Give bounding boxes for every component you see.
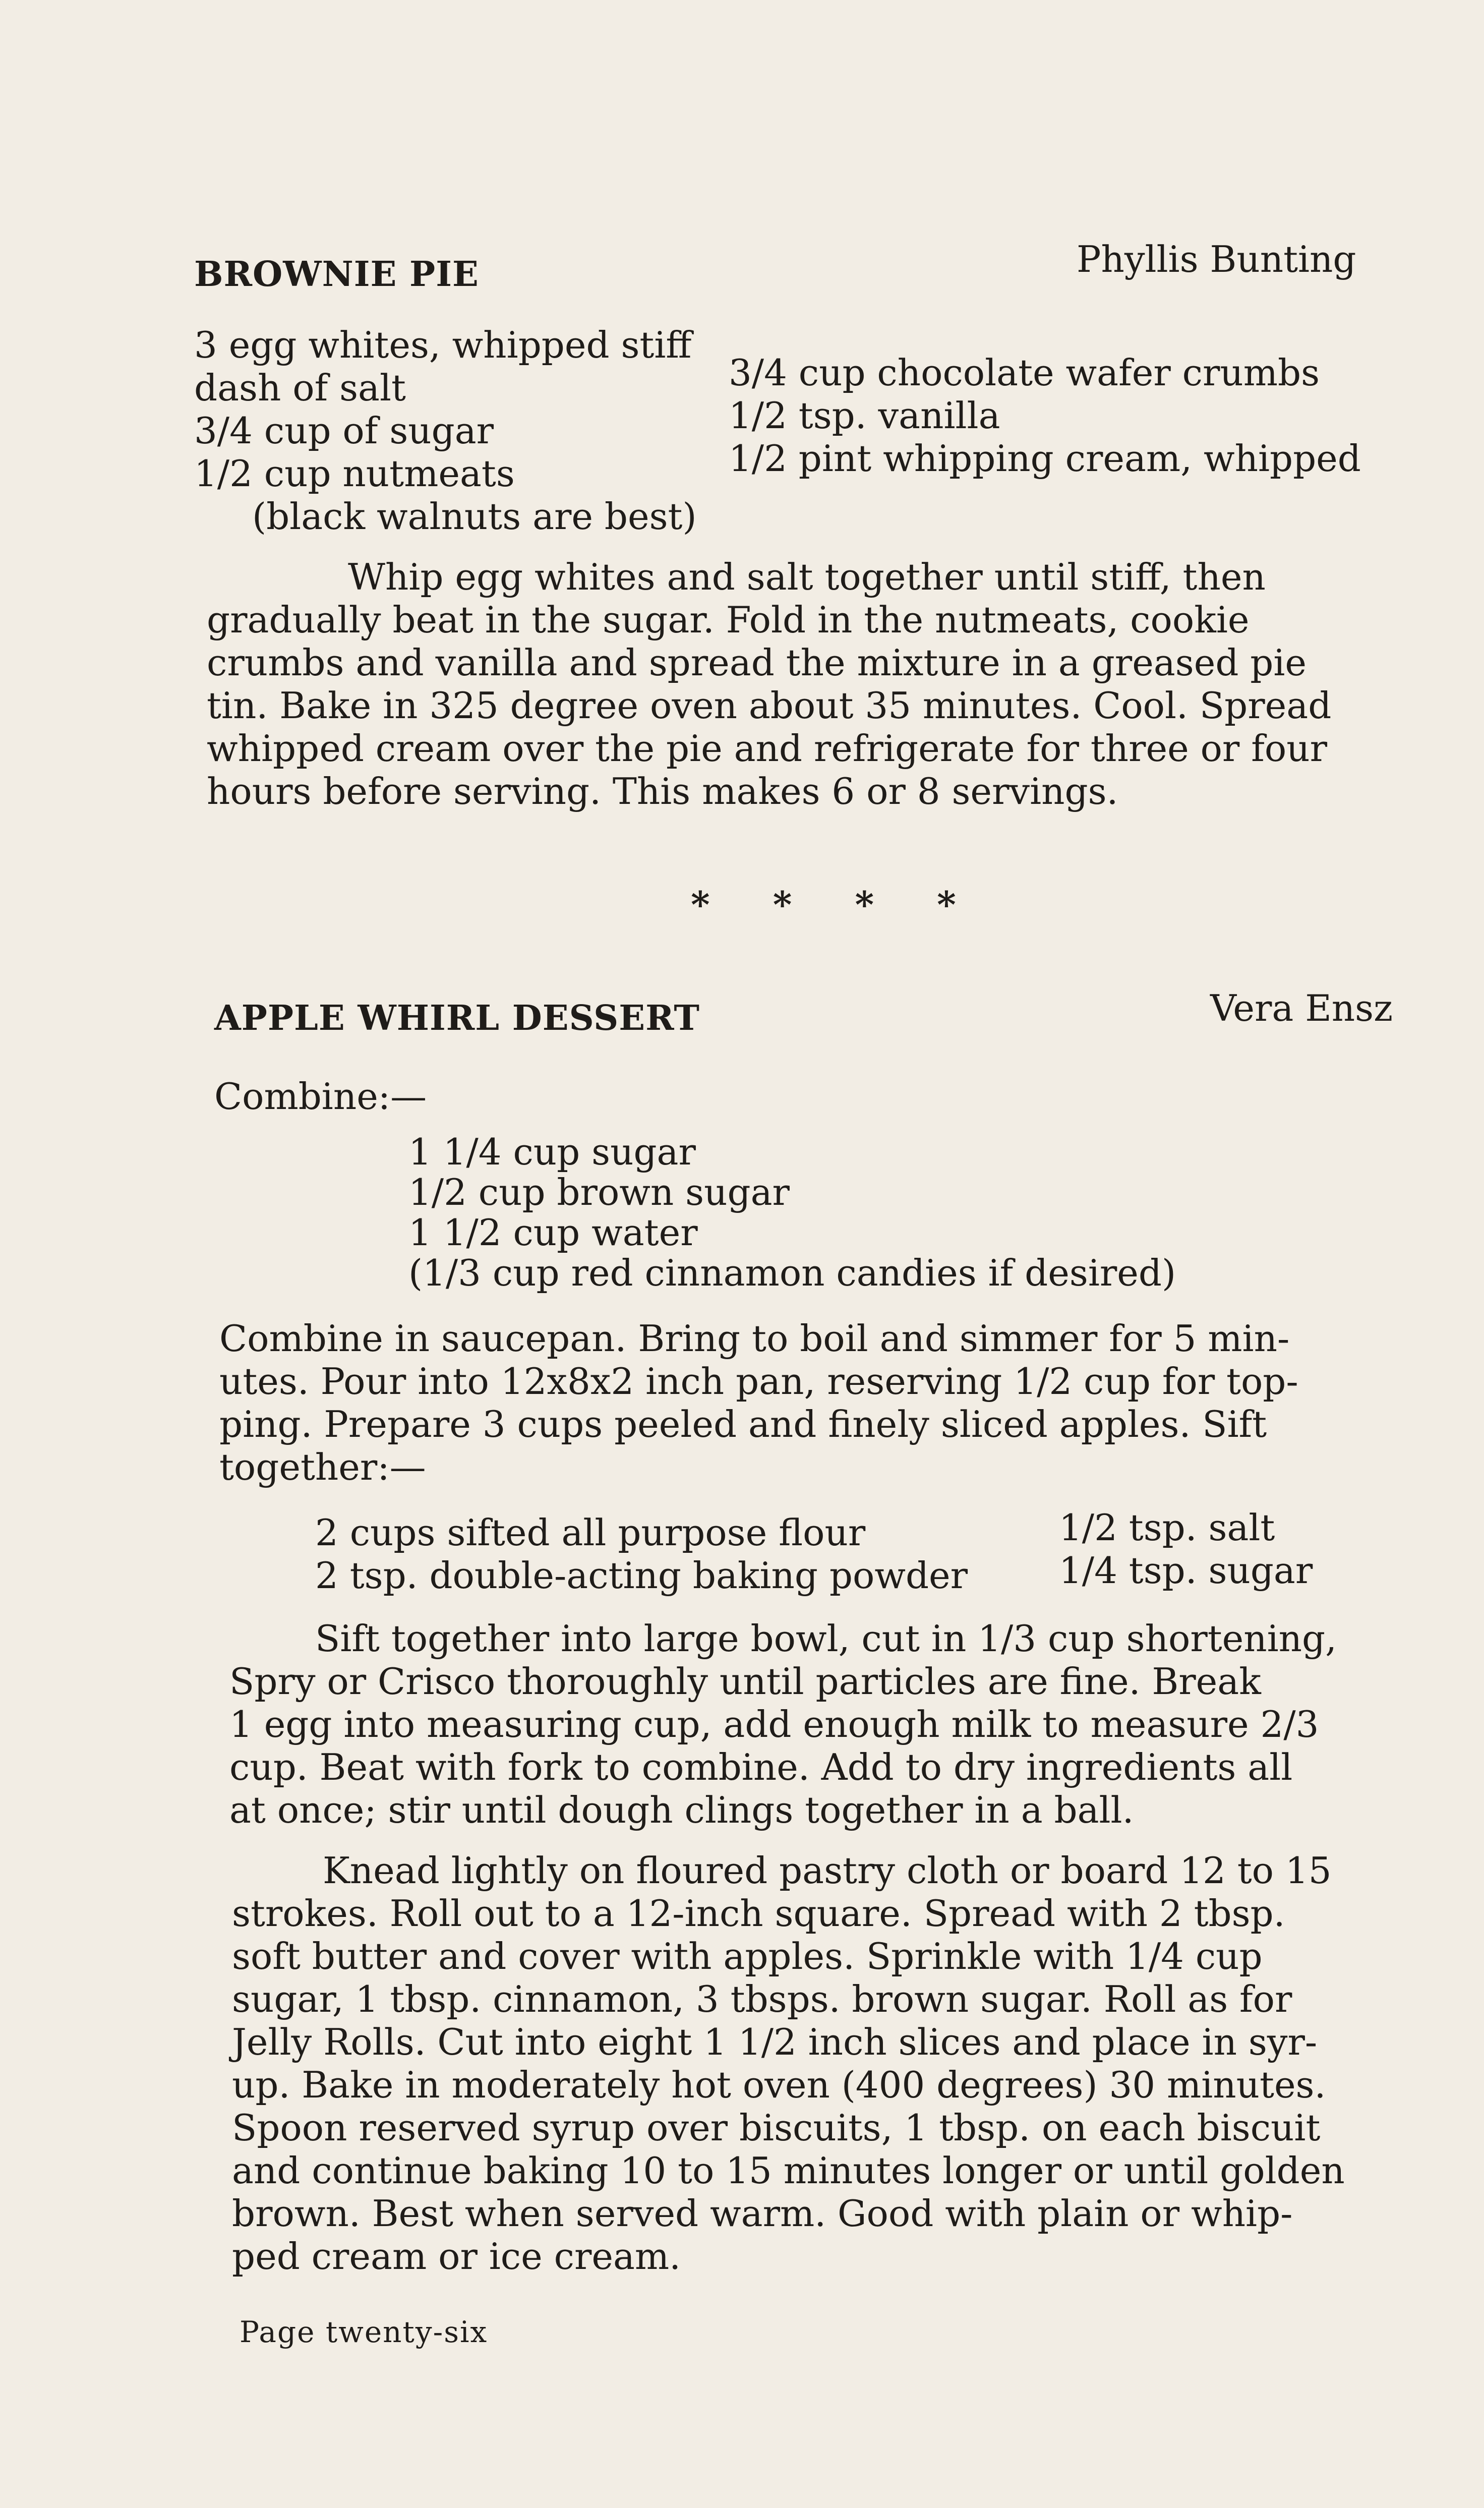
- ingredient-line: 1/2 tsp. vanilla: [729, 394, 1000, 437]
- directions-line: hours before serving. This makes 6 or 8 servings.: [207, 770, 1118, 812]
- ingredient-line: 1 1/2 cup water: [408, 1211, 698, 1254]
- directions-line: sugar, 1 tbsp. cinnamon, 3 tbsps. brown sugar. Roll as for: [232, 1978, 1292, 2020]
- directions-line: strokes. Roll out to a 12-inch square. Spread with 2 tbsp.: [232, 1892, 1285, 1935]
- ingredient-line: 1/2 tsp. salt: [1059, 1506, 1275, 1549]
- directions-line: Combine in saucepan. Bring to boil and simmer for 5 min-: [219, 1317, 1290, 1360]
- directions-line: Spry or Crisco thoroughly until particles are fine. Break: [229, 1660, 1261, 1703]
- directions-line: gradually beat in the sugar. Fold in the nutmeats, cookie: [207, 599, 1250, 641]
- directions-line: crumbs and vanilla and spread the mixture in a greased pie: [207, 641, 1307, 684]
- directions-line: whipped cream over the pie and refrigerate for three or four: [207, 727, 1328, 770]
- directions-line: up. Bake in moderately hot oven (400 degrees) 30 minutes.: [232, 2064, 1326, 2106]
- ingredient-line: 1/2 pint whipping cream, whipped: [729, 437, 1361, 480]
- ingredient-note: (1/3 cup red cinnamon candies if desired): [408, 1252, 1176, 1294]
- ingredient-line: 1/2 cup brown sugar: [408, 1171, 790, 1213]
- directions-line: Jelly Rolls. Cut into eight 1 1/2 inch slices and place in syr-: [232, 2021, 1318, 2063]
- directions-line: 1 egg into measuring cup, add enough milk to measure 2/3: [229, 1703, 1319, 1745]
- directions-line: tin. Bake in 325 degree oven about 35 minutes. Cool. Spread: [207, 684, 1332, 727]
- directions-line: soft butter and cover with apples. Sprinkle with 1/4 cup: [232, 1935, 1263, 1977]
- directions-line: at once; stir until dough clings together in a ball.: [229, 1789, 1134, 1831]
- directions-line: Sift together into large bowl, cut in 1/3 cup shortening,: [315, 1617, 1337, 1660]
- directions-line: Whip egg whites and salt together until stiff, then: [348, 556, 1266, 598]
- recipe-title-apple-whirl: APPLE WHIRL DESSERT: [214, 998, 700, 1038]
- ingredient-line: 2 tsp. double-acting baking powder: [315, 1554, 968, 1597]
- directions-line: ped cream or ice cream.: [232, 2235, 681, 2278]
- directions-line: utes. Pour into 12x8x2 inch pan, reserving 1/2 cup for top-: [219, 1360, 1298, 1403]
- directions-line: together:—: [219, 1446, 426, 1488]
- ingredient-line: 3/4 cup chocolate wafer crumbs: [729, 352, 1320, 394]
- directions-line: cup. Beat with fork to combine. Add to dry ingredients all: [229, 1746, 1293, 1788]
- directions-line: Knead lightly on floured pastry cloth or board 12 to 15: [323, 1849, 1332, 1892]
- page-number-footer: Page twenty-six: [240, 2315, 488, 2349]
- ingredient-note: (black walnuts are best): [252, 495, 697, 538]
- directions-line: Spoon reserved syrup over biscuits, 1 tbsp. on each biscuit: [232, 2107, 1321, 2149]
- recipe-title-brownie-pie: BROWNIE PIE: [194, 254, 479, 295]
- ingredient-line: 1/4 tsp. sugar: [1059, 1549, 1313, 1592]
- recipe-author-apple-whirl: Vera Ensz: [1210, 987, 1393, 1029]
- directions-line: ping. Prepare 3 cups peeled and finely sliced apples. Sift: [219, 1403, 1267, 1445]
- directions-line: brown. Best when served warm. Good with plain or whip-: [232, 2192, 1293, 2235]
- combine-label: Combine:—: [214, 1075, 427, 1118]
- directions-line: and continue baking 10 to 15 minutes longer or until golden: [232, 2149, 1345, 2192]
- ingredient-line: dash of salt: [194, 367, 406, 409]
- ingredient-line: 1/2 cup nutmeats: [194, 452, 515, 495]
- recipe-author-brownie-pie: Phyllis Bunting: [1077, 238, 1356, 280]
- ingredient-line: 3/4 cup of sugar: [194, 410, 494, 452]
- ingredient-line: 3 egg whites, whipped stiff: [194, 324, 692, 366]
- section-separator: * * * *: [691, 883, 981, 926]
- ingredient-line: 1 1/4 cup sugar: [408, 1131, 696, 1173]
- ingredient-line: 2 cups sifted all purpose flour: [315, 1511, 866, 1554]
